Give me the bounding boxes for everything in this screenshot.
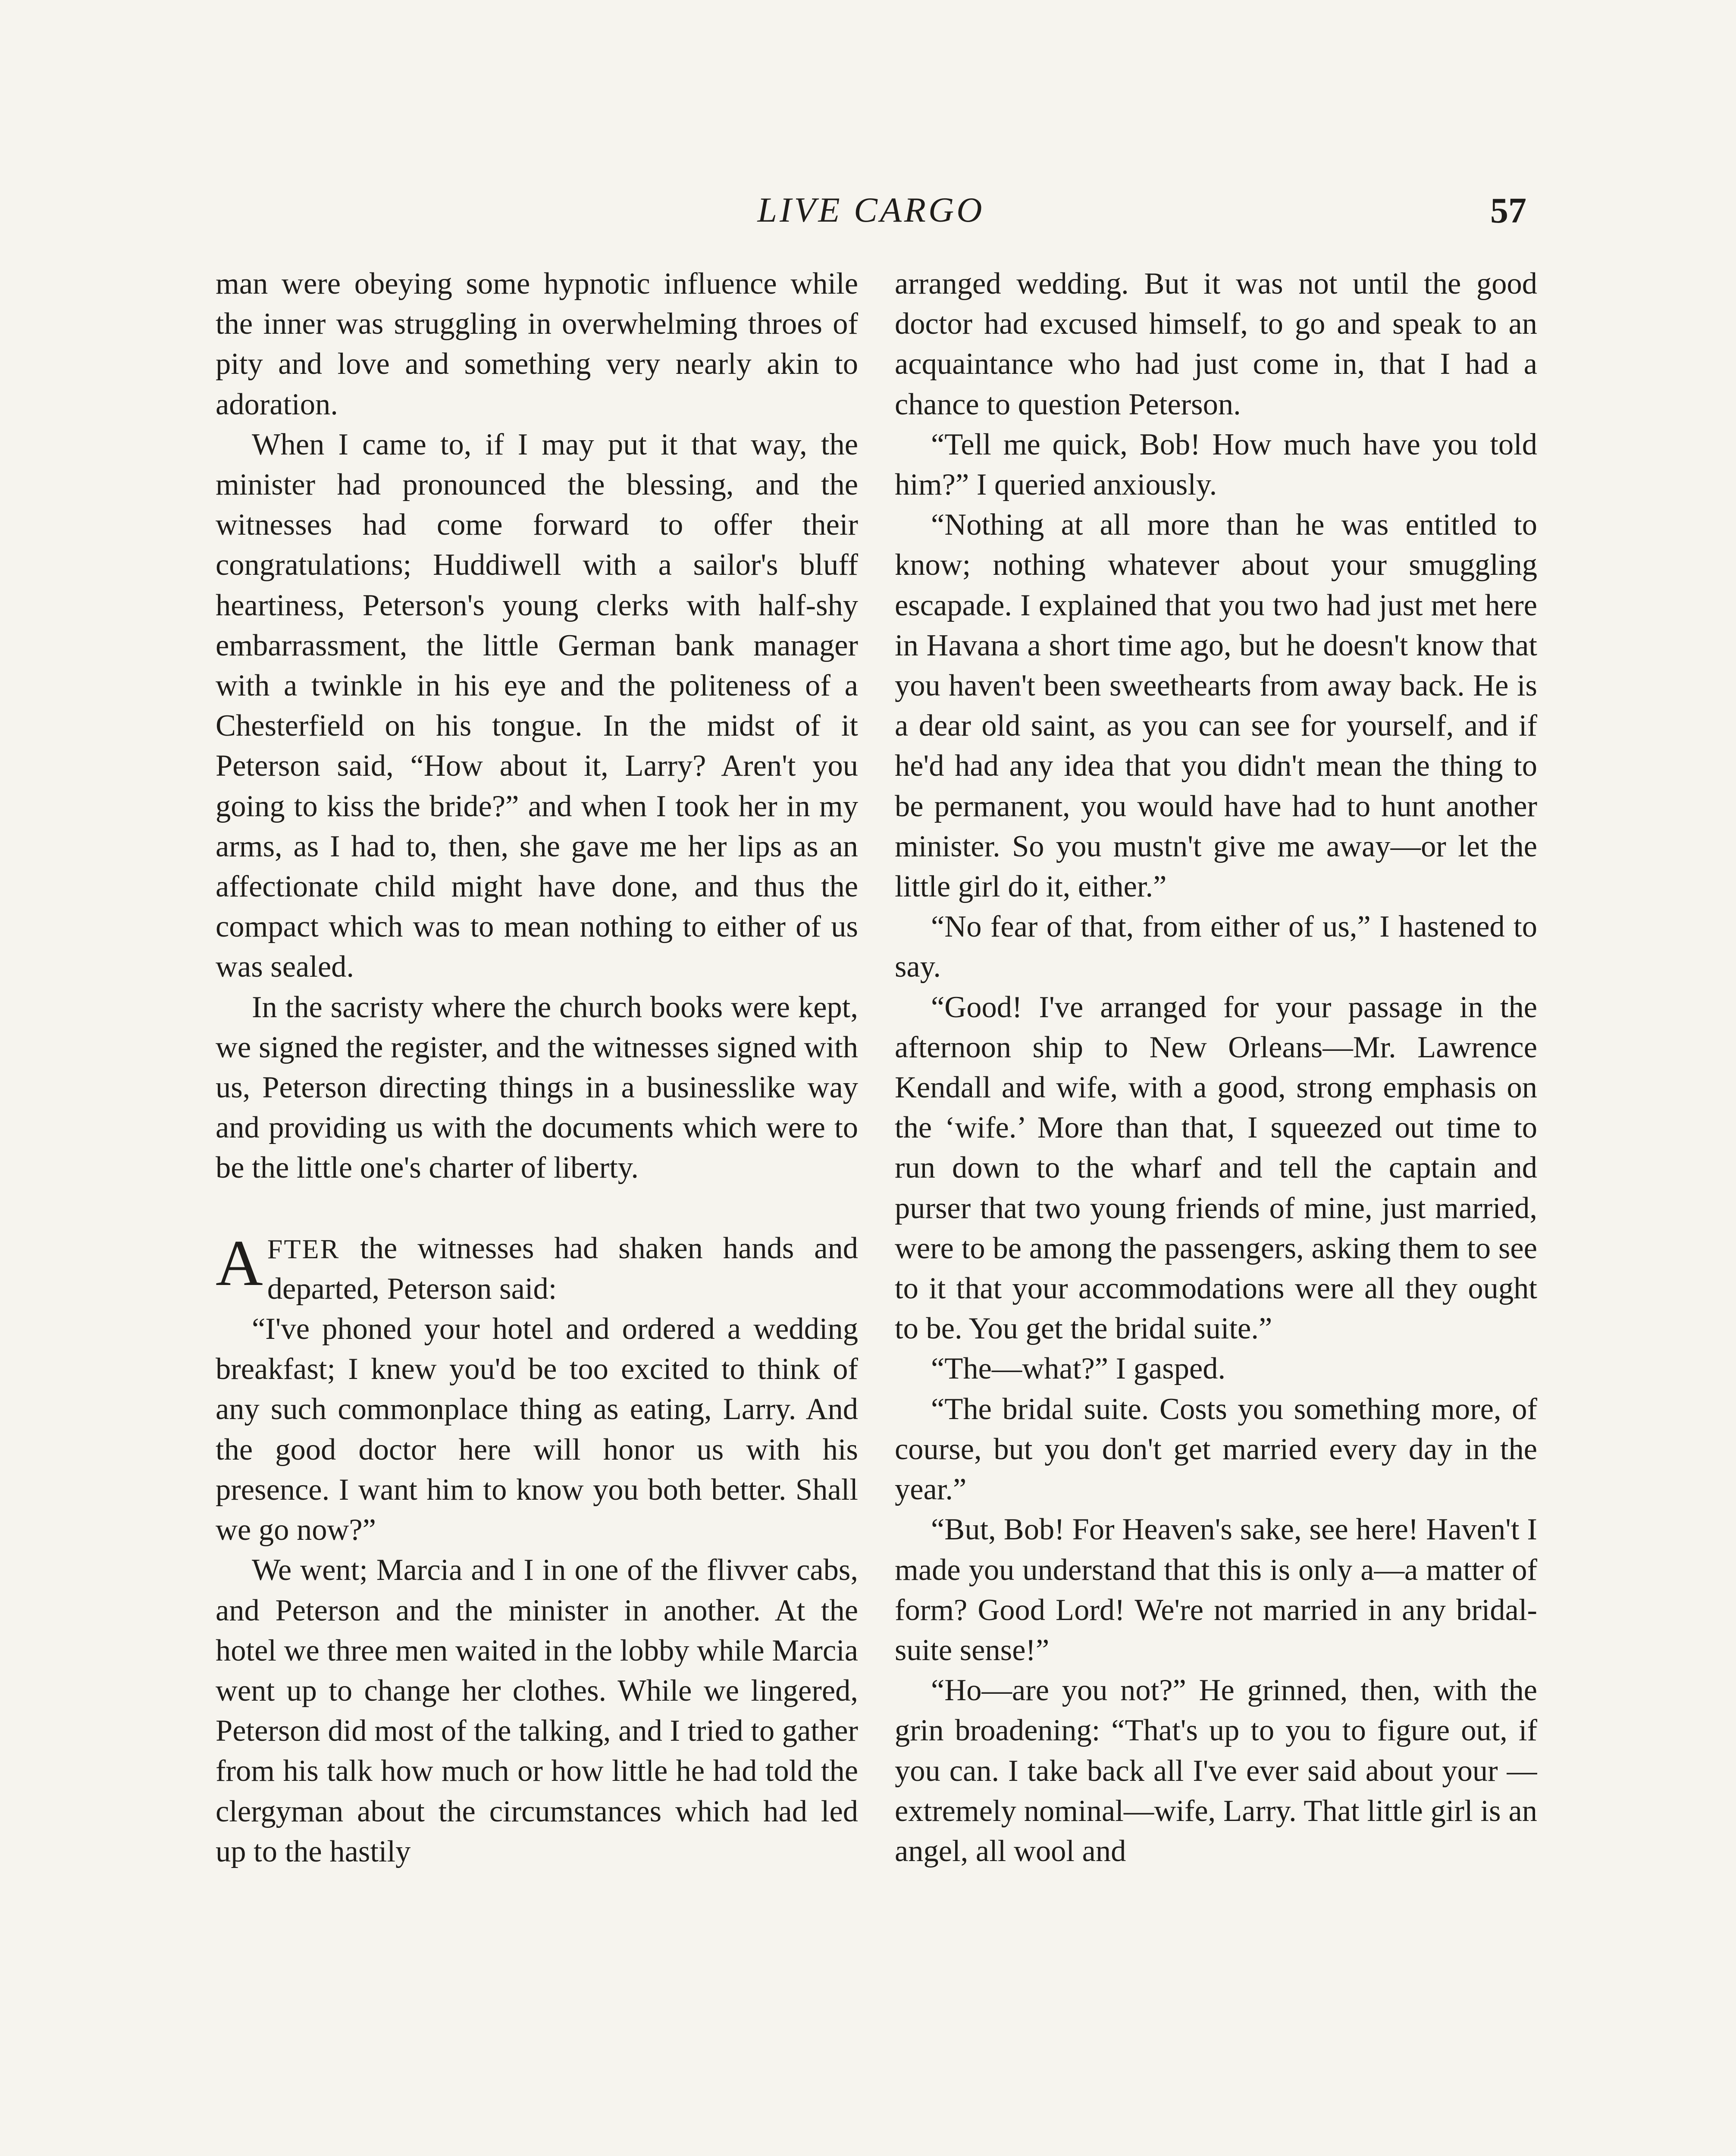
left-column xyxy=(216,264,858,2156)
paragraph: We went; Marcia and I in one of the flivver cabs, and Peterson and the minister in another. At the hotel we three men waited in the lobby while Marcia went up to change her clothes. While we lingered, Peterson did most of the talking, and I tried to gather from his talk how much or how little he had told the clergyman about the circumstances which had led up to the hastily xyxy=(216,1553,858,1868)
page-header xyxy=(216,190,1526,241)
right-column xyxy=(895,264,1537,2156)
paragraph: “Good! I've arranged for your passage in the afternoon ship to New Orleans—Mr. Lawrence Kendall and wife, with a good, strong emphasis on the ‘wife.’ More than that, I squeezed out time to run down to the wharf and tell the captain and purser that two young friends of mine, just married, were to be among the passengers, asking them to see to it that your accommodations were all they ought to be. You get the bridal suite.” xyxy=(895,990,1537,1346)
section-opening-paragraph xyxy=(216,1228,858,1309)
paragraph: When I came to, if I may put it that way, the minister had pronounced the blessing, and the witnesses had come forward to offer their congratulations; Huddiwell with a sailor's bluff heartiness, Peterson's young clerks with half-shy embarrassment, the little German bank manager with a twinkle in his eye and the politeness of a Chesterfield on his tongue. In the midst of it Peterson said, “How about it, Larry? Aren't you going to kiss the bride?” and when I took her in my arms, as I had to, then, she gave me her lips as an affectionate child might have done, and thus the compact which was to mean nothing to either of us was sealed. xyxy=(216,427,858,984)
paragraph: arranged wedding. But it was not until the good doctor had excused himself, to go and speak to an acquaintance who had just come in, that I had a chance to question Peterson. xyxy=(895,267,1537,421)
paragraph: “I've phoned your hotel and ordered a wedding breakfast; I knew you'd be too excited to think of any such commonplace thing as eating, Larry. And the good doctor here will honor us with his presence. I want him to know you both better. Shall we go now?” xyxy=(216,1312,858,1547)
paragraph: “The bridal suite. Costs you something more, of course, but you don't get married every day in the year.” xyxy=(895,1392,1537,1507)
paragraph: “The—what?” I gasped. xyxy=(931,1352,1226,1386)
paragraph: “Tell me quick, Bob! How much have you told him?” I queried anxiously. xyxy=(895,427,1537,502)
paragraph: man were obeying some hypnotic influence while the inner was struggling in overwhelming throes of pity and love and something very nearly akin to adoration. xyxy=(216,267,858,421)
drop-cap: A xyxy=(216,1226,263,1299)
paragraph: In the sacristy where the church books were kept, we signed the register, and the witnesses signed with us, Peterson directing things in a businesslike way and providing us with the documents which were to be the little one's charter of liberty. xyxy=(216,990,858,1185)
paragraph: “No fear of that, from either of us,” I hastened to say. xyxy=(895,910,1537,984)
paragraph-text: the witnesses had shaken hands and departed, Peterson said: xyxy=(267,1231,858,1306)
running-title: LIVE CARGO xyxy=(757,190,985,229)
paragraph: “Nothing at all more than he was entitled to know; nothing whatever about your smuggling escapade. I explained that you two had just met here in Havana a short time ago, but he doesn't know that you haven't been sweethearts from away back. He is a dear old saint, as you can see for yourself, and if he'd had any idea that you didn't mean the thing to be permanent, you would have had to hunt another minister. So you mustn't give me away—or let the little girl do it, either.” xyxy=(895,508,1537,904)
paragraph: “Ho—are you not?” He grinned, then, with the grin broadening: “That's up to you to figure out, if you can. I take back all I've ever said about your —extremely nominal—wife, Larry. That little girl is an angel, all wool and xyxy=(895,1673,1537,1868)
small-caps-lead: FTER xyxy=(267,1233,340,1264)
paragraph: “But, Bob! For Heaven's sake, see here! Haven't I made you understand that this is only a—a matter of form? Good Lord! We're not married in any bridal-suite sense!” xyxy=(895,1513,1537,1667)
page-number: 57 xyxy=(1490,191,1526,231)
